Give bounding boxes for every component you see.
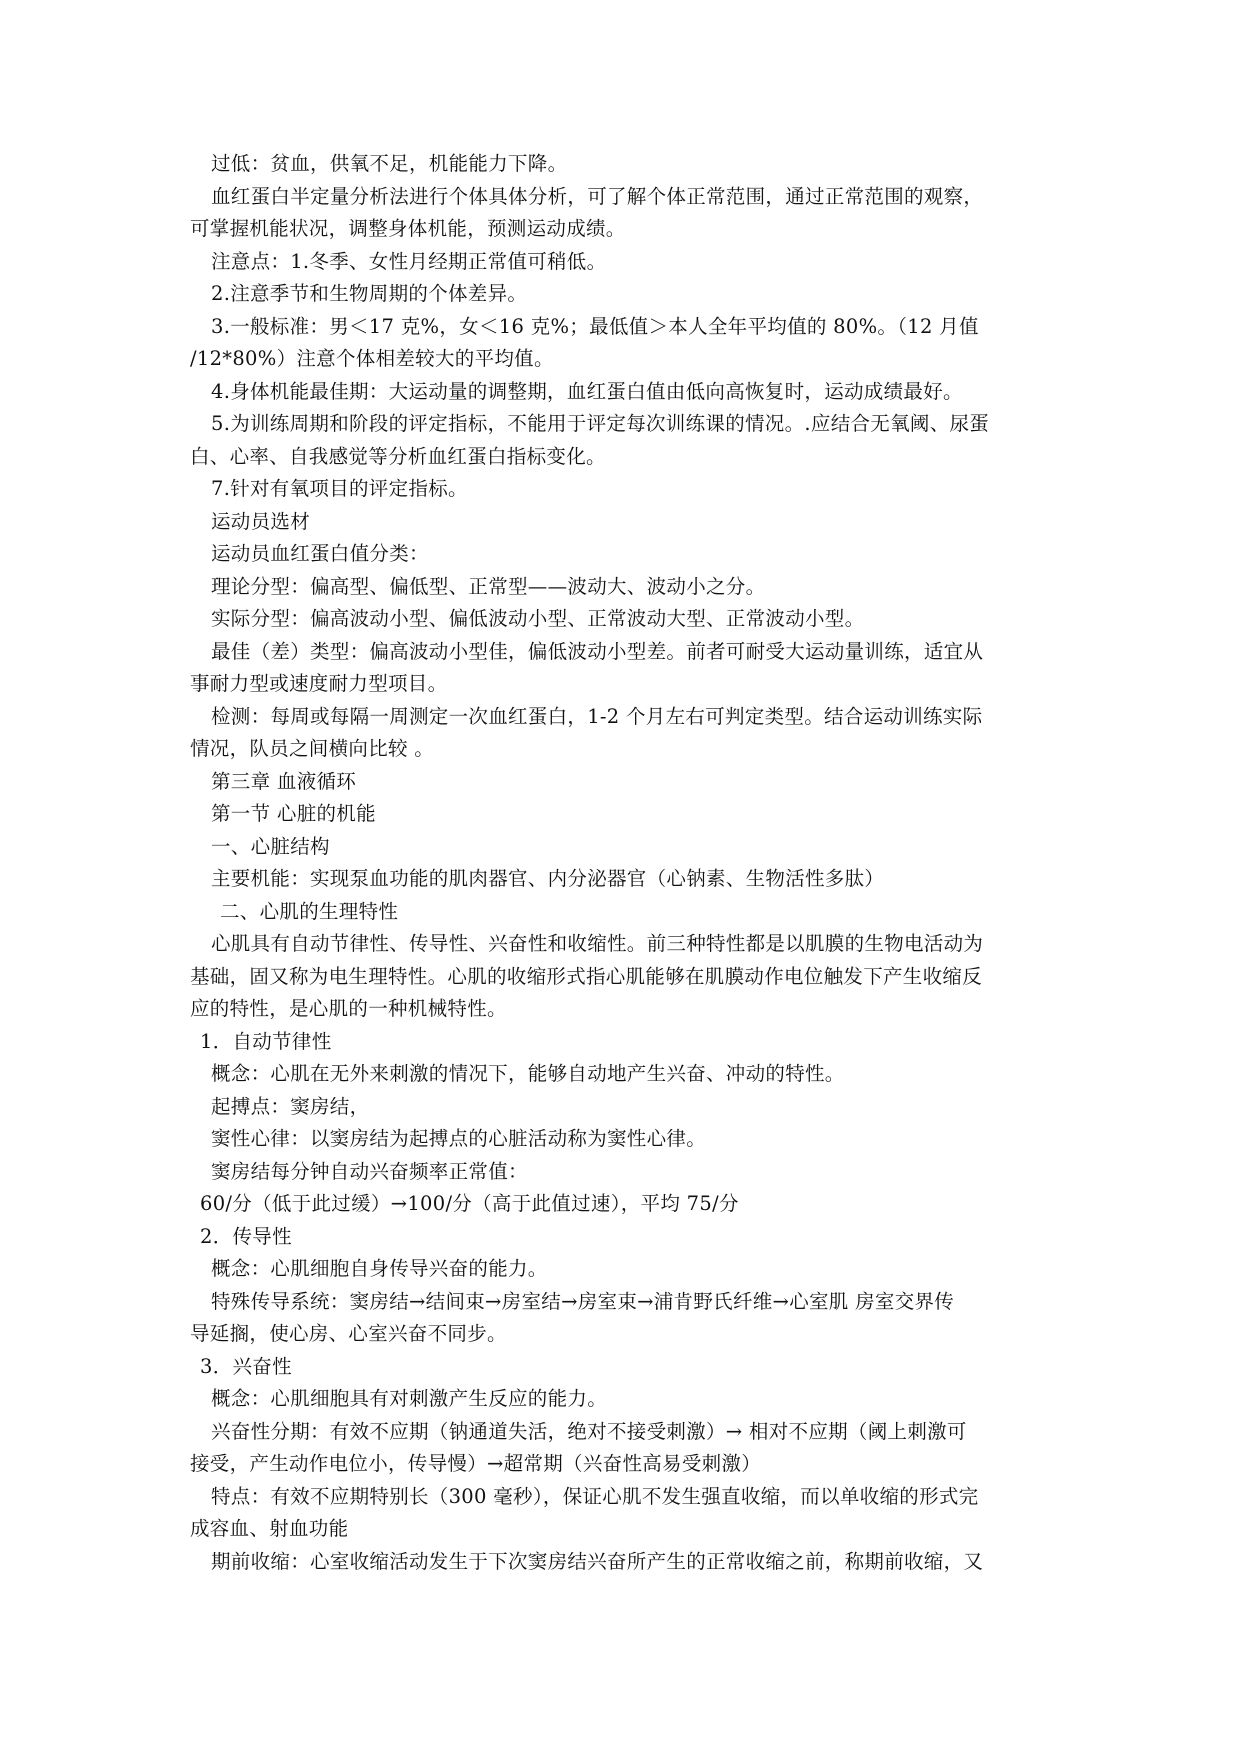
text-line: 特点：有效不应期特别长（300 毫秒），保证心肌不发生强直收缩，而以单收缩的形式完 xyxy=(211,1484,979,1508)
text-line: 特殊传导系统：窦房结→结间束→房室结→房室束→浦肯野氏纤维→心室肌 房室交界传 xyxy=(211,1289,955,1313)
text-line: 注意点：1.冬季、女性月经期正常值可稍低。 xyxy=(211,249,607,273)
text-line: 成容血、射血功能 xyxy=(190,1517,349,1540)
item-heading: 3．兴奋性 xyxy=(200,1354,292,1378)
text-line: 概念：心肌在无外来刺激的情况下，能够自动地产生兴奋、冲动的特性。 xyxy=(211,1062,845,1085)
text-line: 运动员选材 xyxy=(211,509,311,533)
text-line: 2.注意季节和生物周期的个体差异。 xyxy=(211,282,528,305)
item-heading: 2．传导性 xyxy=(200,1224,292,1248)
text-line: 基础，固又称为电生理特性。心肌的收缩形式指心肌能够在肌膜动作电位触发下产生收缩反 xyxy=(190,964,983,988)
text-line: 5.为训练周期和阶段的评定指标，不能用于评定每次训练课的情况。.应结合无氧阈、尿蛋 xyxy=(211,412,990,435)
text-line: 主要机能：实现泵血功能的肌肉器官、内分泌器官（心钠素、生物活性多肽） xyxy=(211,867,885,890)
text-line: 导延搁，使心房、心室兴奋不同步。 xyxy=(190,1322,507,1345)
text-line: 窦房结每分钟自动兴奋频率正常值： xyxy=(211,1159,528,1183)
text-line: 兴奋性分期：有效不应期（钠通道失活，绝对不接受刺激）→ 相对不应期（阈上刺激可 xyxy=(211,1419,967,1443)
text-line: 窦性心律：以窦房结为起搏点的心脏活动称为窦性心律。 xyxy=(211,1127,707,1150)
section-heading: 第一节 心脏的机能 xyxy=(211,802,376,825)
text-line: 7.针对有氧项目的评定指标。 xyxy=(211,477,468,500)
text-line: 概念：心肌细胞具有对刺激产生反应的能力。 xyxy=(211,1387,608,1410)
text-line: 运动员血红蛋白值分类： xyxy=(211,542,429,565)
text-line: 60/分（低于此过缓）→100/分（高于此值过速），平均 75/分 xyxy=(200,1192,739,1215)
chapter-heading: 第三章 血液循环 xyxy=(211,769,357,793)
text-line: /12*80%）注意个体相差较大的平均值。 xyxy=(190,347,554,370)
text-line: 概念：心肌细胞自身传导兴奋的能力。 xyxy=(211,1257,548,1280)
text-line: 理论分型：偏高型、偏低型、正常型——波动大、波动小之分。 xyxy=(211,574,766,598)
text-line: 血红蛋白半定量分析法进行个体具体分析，可了解个体正常范围，通过正常范围的观察， xyxy=(211,184,984,208)
text-line: 实际分型：偏高波动小型、偏低波动小型、正常波动大型、正常波动小型。 xyxy=(211,607,865,630)
text-line: 3.一般标准：男＜17 克%，女＜16 克%；最低值＞本人全年平均值的 80%。（12 月值 xyxy=(211,314,979,338)
text-line: 接受，产生动作电位小，传导慢）→超常期（兴奋性高易受刺激） xyxy=(190,1452,762,1475)
subsection-heading: 一、心脏结构 xyxy=(211,834,330,858)
text-line: 事耐力型或速度耐力型项目。 xyxy=(190,672,448,695)
text-line: 起搏点：窦房结， xyxy=(211,1094,370,1118)
item-heading: 1．自动节律性 xyxy=(200,1029,332,1053)
text-line: 检测：每周或每隔一周测定一次血红蛋白，1-2 个月左右可判定类型。结合运动训练实际 xyxy=(211,704,983,728)
text-line: 期前收缩：心室收缩活动发生于下次窦房结兴奋所产生的正常收缩之前，称期前收缩，又 xyxy=(211,1549,984,1573)
text-line: 情况，队员之间横向比较 。 xyxy=(190,737,435,760)
document-body xyxy=(190,148,1060,1578)
text-line: 过低：贫血，供氧不足，机能能力下降。 xyxy=(211,152,568,175)
text-line: 白、心率、自我感觉等分析血红蛋白指标变化。 xyxy=(190,444,606,468)
text-line: 心肌具有自动节律性、传导性、兴奋性和收缩性。前三种特性都是以肌膜的生物电活动为 xyxy=(211,932,984,955)
text-line: 应的特性，是心肌的一种机械特性。 xyxy=(190,997,507,1020)
subsection-heading: 二、心肌的生理特性 xyxy=(220,899,399,923)
text-line: 4.身体机能最佳期：大运动量的调整期，血红蛋白值由低向高恢复时，运动成绩最好。 xyxy=(211,379,963,403)
text-line: 最佳（差）类型：偏高波动小型佳，偏低波动小型差。前者可耐受大运动量训练，适宜从 xyxy=(211,639,984,663)
text-line: 可掌握机能状况，调整身体机能，预测运动成绩。 xyxy=(190,217,626,240)
